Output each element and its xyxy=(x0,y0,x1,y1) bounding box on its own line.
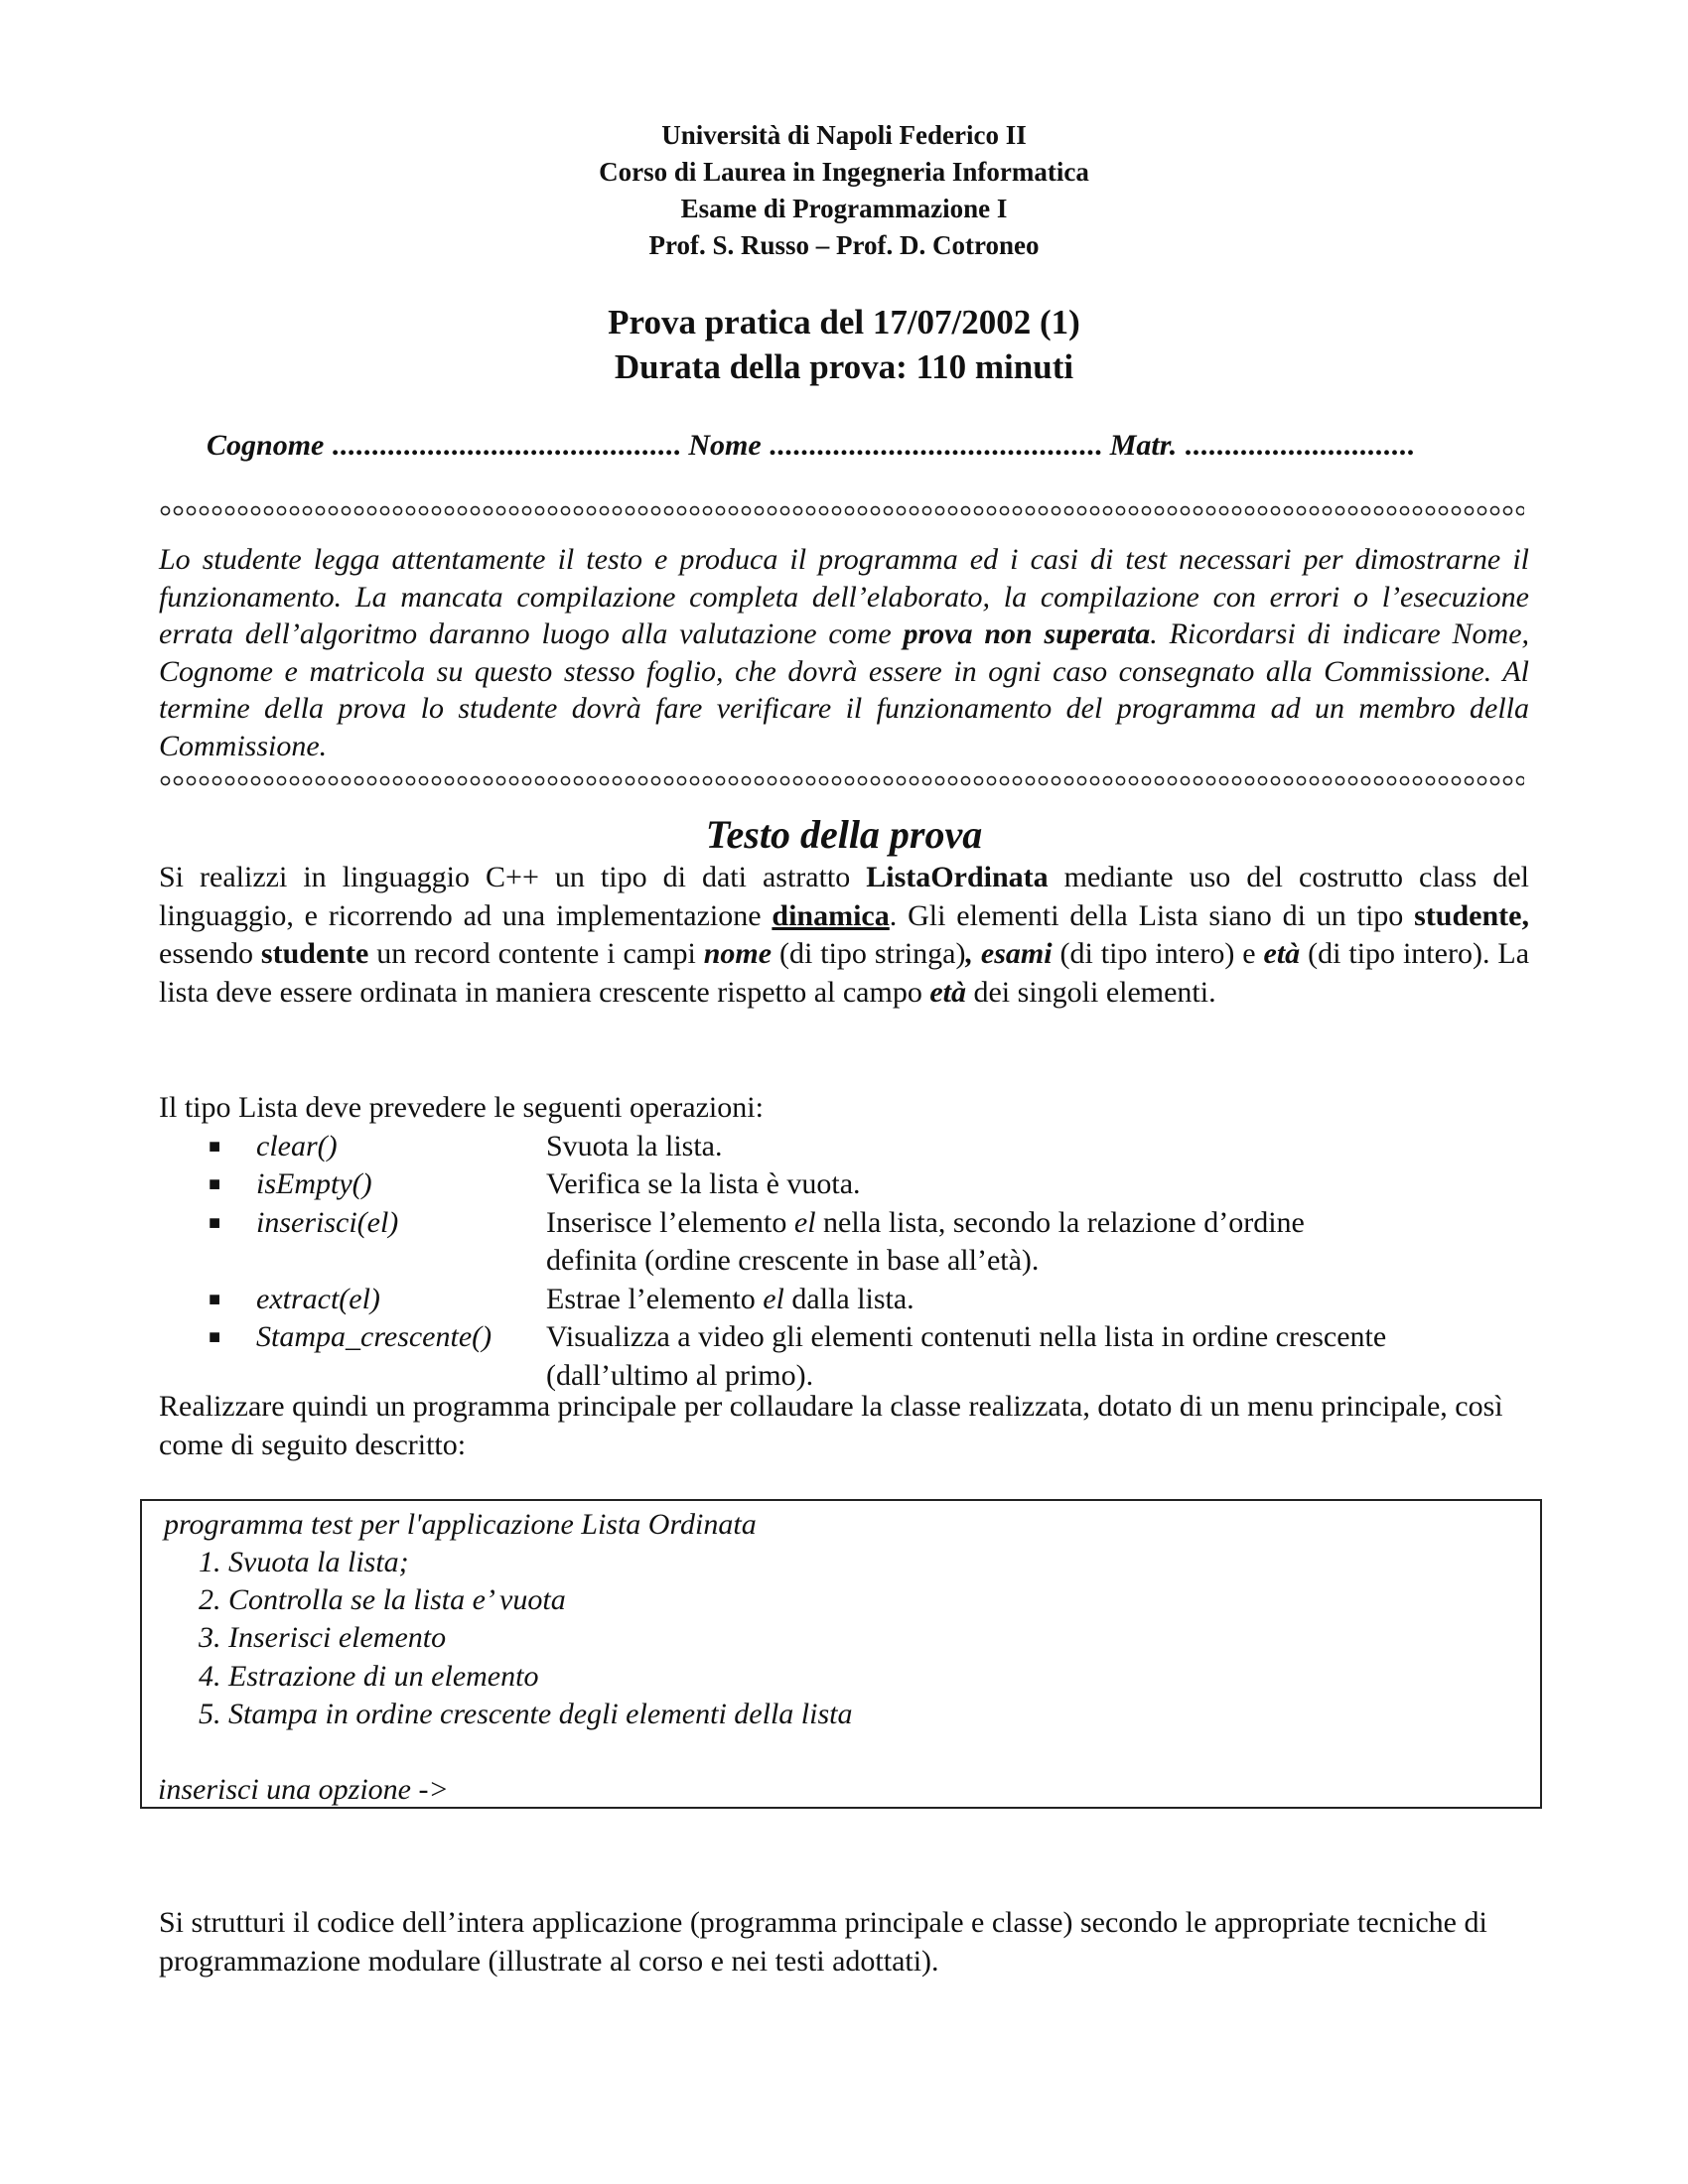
operation-name: isEmpty() xyxy=(256,1167,372,1200)
exam-date-title: Prova pratica del 17/07/2002 (1) xyxy=(608,303,1080,341)
task-text: (di tipo intero) e xyxy=(1052,937,1264,970)
exam-title-block xyxy=(0,300,1688,389)
menu-option: 3. Inserisci elemento xyxy=(199,1621,447,1655)
main-program-paragraph: Realizzare quindi un programma principale per collaudare la classe realizzata, dotato di un menu principale, così come di seguito descritto: xyxy=(159,1390,1503,1461)
menu-options xyxy=(199,1544,852,1733)
operation-desc: Svuota la lista. xyxy=(546,1129,723,1162)
surname-label: Cognome xyxy=(207,429,325,462)
menu-option: 2. Controlla se la lista e’ vuota xyxy=(199,1583,566,1617)
operations-list xyxy=(159,1089,1529,1395)
operation-desc xyxy=(546,1281,1400,1319)
task-field-esami: , esami xyxy=(965,937,1053,970)
desc-em: el xyxy=(763,1282,784,1315)
desc-text: nella lista, secondo la relazione d’ordine definita (ordine crescente in base all’età). xyxy=(546,1205,1305,1277)
professors: Prof. S. Russo – Prof. D. Cotroneo xyxy=(648,230,1040,260)
modular-programming-paragraph: Si strutturi il codice dell’intera applicazione (programma principale e classe) secondo le appropriate tecniche di programmazione modulare (illustrate al corso e nei testi adottati). xyxy=(159,1906,1487,1978)
matr-field[interactable]: ............................. xyxy=(1184,429,1415,462)
name-label: Nome xyxy=(688,429,762,462)
square-bullet-icon: ■ xyxy=(209,1288,221,1310)
matr-label: Matr. xyxy=(1109,429,1178,462)
exam-duration: Durata della prova: 110 minuti xyxy=(614,347,1074,386)
task-text: . Gli elementi della Lista siano di un tipo xyxy=(889,898,1415,932)
task-text: dei singoli elementi. xyxy=(965,975,1216,1009)
task-field-nome: nome xyxy=(703,937,773,970)
instructions-text-1: Lo studente legga attentamente il testo e produca il programma ed i casi di test necessari per dimostrarne il funzionamento. La mancata compilazione completa dell’elaborato, la compilazione con errori o l’esecuzione errata dell’algoritmo daranno luogo alla valutazione come xyxy=(159,543,1529,650)
university-header xyxy=(0,117,1688,264)
top-circle-separator xyxy=(159,504,1524,518)
task-text: Si realizzi in linguaggio C++ un tipo di dati astratto xyxy=(159,861,867,893)
square-bullet-icon: ■ xyxy=(209,1173,221,1195)
operation-desc: Verifica se la lista è vuota. xyxy=(546,1167,861,1200)
section-title: Testo della prova xyxy=(705,812,983,857)
task-text: (di tipo stringa) xyxy=(772,937,966,970)
surname-field[interactable]: ............................................ xyxy=(331,429,681,462)
student-info-line xyxy=(207,429,1477,463)
bottom-circle-separator xyxy=(159,774,1524,788)
instructions-paragraph xyxy=(159,541,1529,764)
menu-example-box xyxy=(140,1499,1542,1809)
operation-name: inserisci(el) xyxy=(256,1205,399,1239)
square-bullet-icon: ■ xyxy=(209,1135,221,1158)
operation-name: clear() xyxy=(256,1129,338,1162)
task-field-eta-2: età xyxy=(929,975,966,1009)
desc-text: dalla lista. xyxy=(783,1282,914,1315)
degree-course: Corso di Laurea in Ingegneria Informatica xyxy=(599,157,1089,187)
name-field[interactable]: .......................................... xyxy=(769,429,1103,462)
desc-text: Inserisce l’elemento xyxy=(546,1205,794,1239)
operation-name: extract(el) xyxy=(256,1282,380,1315)
instructions-text-2: . Ricordarsi di indicare Nome, Cognome e matricola su questo stesso foglio, che dovrà essere in ogni caso consegnato alla Commissione. Al termine della prova lo studente dovrà fare verificare il funzionamento del programma ad un membro della Commissione. xyxy=(159,617,1530,762)
task-bold-studente-2: studente xyxy=(260,937,369,970)
menu-prompt: inserisci una opzione -> xyxy=(158,1773,449,1806)
operation-name: Stampa_crescente() xyxy=(256,1320,492,1353)
square-bullet-icon: ■ xyxy=(209,1211,221,1234)
task-field-eta: età xyxy=(1263,937,1301,970)
task-text: essendo xyxy=(159,937,261,970)
menu-option: 4. Estrazione di un elemento xyxy=(199,1659,539,1693)
university-name: Università di Napoli Federico II xyxy=(661,120,1027,150)
operation-item xyxy=(159,1165,1529,1204)
menu-option: 5. Stampa in ordine crescente degli elementi della lista xyxy=(199,1697,853,1730)
menu-title: programma test per l'applicazione Lista Ordinata xyxy=(164,1508,757,1541)
task-bold-studente: studente, xyxy=(1414,898,1529,932)
operation-item xyxy=(159,1128,1529,1166)
square-bullet-icon: ■ xyxy=(209,1326,221,1348)
task-text: un record contente i campi xyxy=(368,937,704,970)
desc-em: el xyxy=(793,1205,816,1239)
task-description xyxy=(159,859,1529,1012)
instructions-emphasis: prova non superata xyxy=(903,617,1151,650)
menu-option: 1. Svuota la lista; xyxy=(199,1546,409,1578)
exam-name: Esame di Programmazione I xyxy=(680,194,1008,223)
operation-item xyxy=(159,1281,1529,1319)
task-underline-dinamica: dinamica xyxy=(772,898,890,932)
task-text: (di tipo intero). La lista deve essere ordinata in maniera crescente rispetto al campo xyxy=(159,937,1530,1009)
operations-intro: Il tipo Lista deve prevedere le seguenti operazioni: xyxy=(159,1091,764,1124)
operation-item xyxy=(159,1204,1529,1281)
operation-desc: Visualizza a video gli elementi contenuti nella lista in ordine crescente (dall’ultimo al primo). xyxy=(546,1320,1387,1392)
operation-item xyxy=(159,1318,1529,1395)
task-text: mediante uso del costrutto class del linguaggio, e ricorrendo ad una implementazione xyxy=(159,861,1529,932)
desc-text: Estrae l’elemento xyxy=(546,1282,764,1315)
operation-desc xyxy=(546,1204,1400,1281)
task-bold-listaordinata: ListaOrdinata xyxy=(866,861,1049,893)
